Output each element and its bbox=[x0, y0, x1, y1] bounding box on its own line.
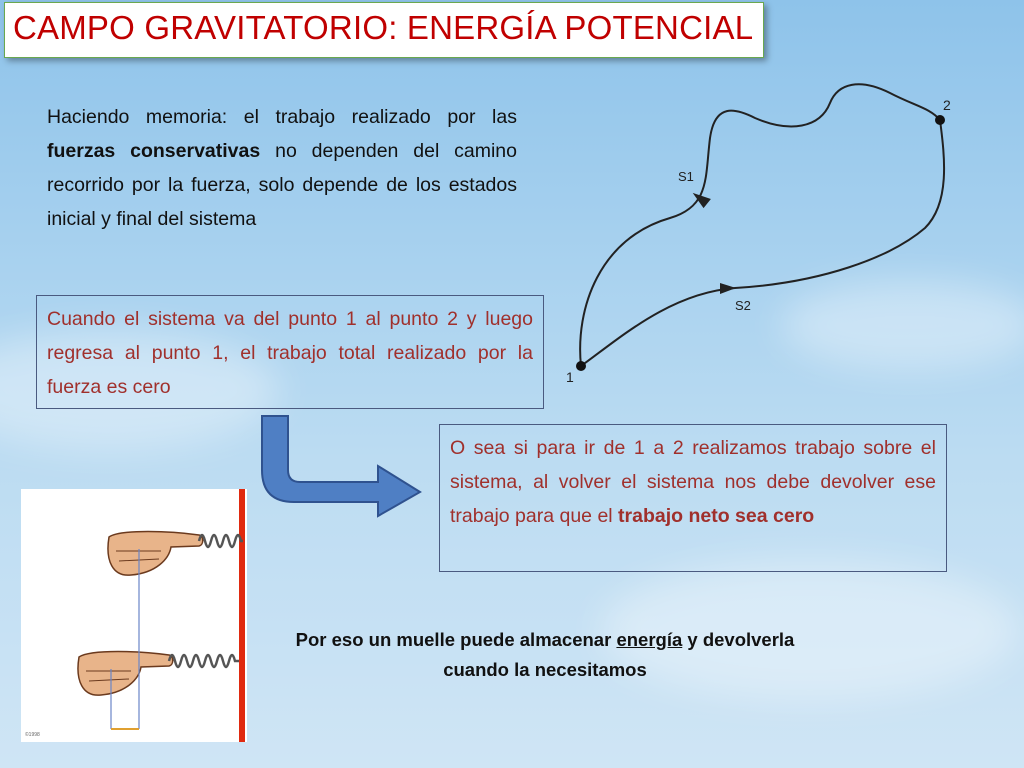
closed-path-text: Cuando el sistema va del punto 1 al punto 2 y luego regresa al punto 1, el trabajo total realizado por la fuerza es cero bbox=[47, 308, 533, 398]
slide-title-box bbox=[4, 2, 764, 58]
slide-title: CAMPO GRAVITATORIO: ENERGÍA POTENCIAL bbox=[13, 9, 754, 46]
point-1-label: 1 bbox=[566, 369, 574, 385]
work-return-text: O sea si para ir de 1 a 2 realizamos trabajo sobre el sistema, al volver el sistema nos debe devolver ese trabajo para que el bbox=[450, 437, 936, 527]
path-s1-curve bbox=[580, 84, 940, 366]
path-s1-label: S1 bbox=[678, 169, 694, 184]
path-s2-curve bbox=[581, 120, 944, 366]
conclusion-text bbox=[290, 625, 800, 685]
path-s2-label: S2 bbox=[735, 298, 751, 313]
conclusion-start: Por eso un muelle puede almacenar bbox=[295, 629, 617, 650]
spring-illustration bbox=[21, 489, 247, 742]
conclusion-underlined: energía bbox=[616, 629, 683, 650]
bent-arrow-shape bbox=[258, 412, 428, 522]
work-return-textbox bbox=[439, 424, 947, 572]
image-caption: ©1998 bbox=[25, 732, 40, 738]
hand-icon bbox=[108, 532, 203, 576]
closed-path-textbox bbox=[36, 295, 544, 409]
hand-icon bbox=[78, 652, 173, 696]
point-1-dot bbox=[576, 361, 586, 371]
intro-bold-term: fuerzas conservativas bbox=[47, 140, 261, 162]
conclusion-end: y devolverla cuando la necesitamos bbox=[443, 629, 795, 680]
point-2-label: 2 bbox=[943, 97, 951, 113]
work-return-bold: trabajo neto sea cero bbox=[618, 505, 815, 527]
intro-text-end: no dependen del camino recorrido por la fuerza, solo depende de los estados inicial y final del sistema bbox=[47, 140, 518, 230]
point-2-dot bbox=[935, 115, 945, 125]
path-s2-arrowhead bbox=[720, 283, 736, 294]
path-diagram bbox=[560, 78, 970, 398]
spring-hand-image bbox=[21, 489, 247, 742]
intro-paragraph bbox=[47, 100, 517, 236]
intro-text-start: Haciendo memoria: el trabajo realizado por las bbox=[47, 106, 517, 128]
